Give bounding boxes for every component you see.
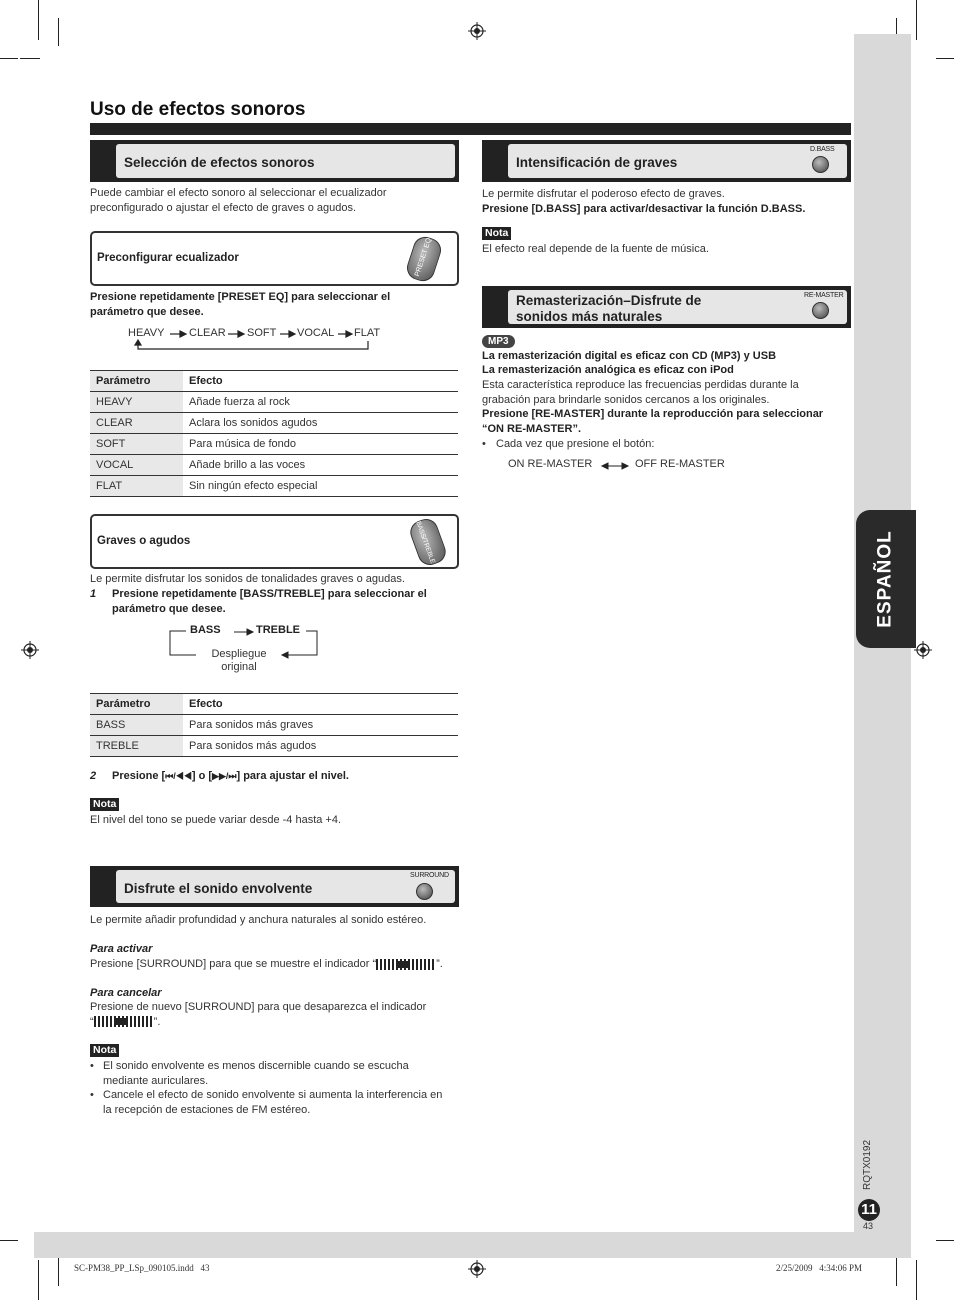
language-tab xyxy=(856,510,916,648)
remaster-button-icon xyxy=(812,302,829,319)
cycle-item: HEAVY xyxy=(128,327,165,339)
bullet-marker: • xyxy=(90,1089,94,1101)
section-header-seleccion xyxy=(90,140,459,182)
cycle-arrows-icon xyxy=(166,623,326,678)
crop-mark xyxy=(916,0,917,40)
step-number: 2 xyxy=(90,770,97,782)
crop-mark xyxy=(0,58,18,59)
bottom-margin-band xyxy=(34,1232,911,1258)
registration-mark-icon xyxy=(21,641,39,659)
page-title: Uso de efectos sonoros xyxy=(90,99,306,120)
instruction: Presione [RE-MASTER] durante la reproducción para seleccionar “ON RE-MASTER”. xyxy=(482,408,824,435)
skip-back-icon: ⏮/◀◀ xyxy=(165,771,192,781)
subheading: Para cancelar xyxy=(90,987,162,999)
registration-mark-icon xyxy=(468,22,486,40)
remaster-toggle-diagram xyxy=(508,458,738,474)
subsection-title: Preconfigurar ecualizador xyxy=(97,252,239,264)
table-row: FLAT Sin ningún efecto especial xyxy=(90,476,458,497)
preset-cycle-diagram xyxy=(128,327,398,353)
table-row: HEAVY Añade fuerza al rock xyxy=(90,392,458,413)
preset-eq-button-icon: PRESET EQ xyxy=(404,234,444,284)
paragraph: Cada vez que presione el botón: xyxy=(496,438,655,450)
note-text: El sonido envolvente es menos discernible cuando se escucha mediante auriculares. xyxy=(103,1060,409,1087)
subsection-box-preset-eq xyxy=(90,231,459,286)
section-title: Intensificación de graves xyxy=(516,155,678,170)
instruction: Presione repetidamente [PRESET EQ] para seleccionar el parámetro que desee. xyxy=(90,291,391,318)
page-number-badge: 11 xyxy=(858,1199,880,1221)
paragraph: Puede cambiar el efecto sonoro al seleccionar el ecualizador preconfigurado o ajustar el efecto de graves o agudos. xyxy=(90,187,387,214)
subsection-box-bass-treble xyxy=(90,514,459,569)
cycle-item: TREBLE xyxy=(256,624,300,636)
note-label: Nota xyxy=(90,1044,119,1057)
paragraph: Presione de nuevo [SURROUND] para que desaparezca el indicador “ ”. xyxy=(90,1001,427,1028)
cycle-item: VOCAL xyxy=(297,327,335,339)
language-label: ESPAÑOL xyxy=(875,530,896,628)
cycle-item: SOFT xyxy=(247,327,277,339)
table-row: SOFT Para música de fondo xyxy=(90,434,458,455)
toggle-arrows-icon xyxy=(600,460,630,472)
crop-mark xyxy=(58,18,59,46)
subsection-title: Graves o agudos xyxy=(97,535,191,547)
bass-cycle-diagram xyxy=(166,623,326,678)
crop-mark xyxy=(936,1240,954,1241)
bass-treble-button-icon: BASS/TREBLE xyxy=(407,516,449,569)
registration-mark-icon xyxy=(914,641,932,659)
paragraph: Presione [SURROUND] para que se muestre el indicador “ ”. xyxy=(90,958,443,970)
table-row: CLEAR Aclara los sonidos agudos xyxy=(90,413,458,434)
toggle-option: OFF RE-MASTER xyxy=(635,458,725,470)
crop-mark xyxy=(936,58,954,59)
button-caption: SURROUND xyxy=(410,872,449,879)
crop-mark xyxy=(38,0,39,40)
cycle-item: BASS xyxy=(190,624,221,636)
instruction: Presione [D.BASS] para activar/desactivar la función D.BASS. xyxy=(482,203,806,215)
footer-file-name: SC-PM38_PP_LSp_090105.indd 43 xyxy=(74,1263,210,1273)
footer-timestamp: 2/25/2009 4:34:06 PM xyxy=(776,1263,863,1273)
skip-forward-icon: ▶▶/⏭ xyxy=(212,771,237,781)
crop-mark xyxy=(20,58,40,59)
table-row: VOCAL Añade brillo a las voces xyxy=(90,455,458,476)
cycle-item: Despliegue original xyxy=(211,648,267,673)
page-number-small: 43 xyxy=(863,1221,874,1231)
preset-eq-table xyxy=(90,370,458,497)
paragraph: La remasterización digital es eficaz con CD (MP3) y USB xyxy=(482,350,777,362)
bullet-marker: • xyxy=(482,438,486,450)
registration-mark-icon xyxy=(468,1260,486,1278)
paragraph: Esta característica reproduce las frecuencias perdidas durante la grabación para brindarle sonidos cercanos a los originales. xyxy=(482,379,799,406)
table-row: TREBLE Para sonidos más agudos xyxy=(90,736,458,757)
note-text: El efecto real depende de la fuente de música. xyxy=(482,243,709,255)
section-header-remaster xyxy=(482,286,851,328)
crop-mark xyxy=(58,1258,59,1286)
paragraph: La remasterización analógica es eficaz con iPod xyxy=(482,364,734,376)
mp3-badge: MP3 xyxy=(482,335,515,348)
crop-mark xyxy=(896,1258,897,1286)
subheading: Para activar xyxy=(90,943,153,955)
table-row: BASS Para sonidos más graves xyxy=(90,715,458,736)
cycle-arrows-icon xyxy=(128,327,398,353)
surround-indicator-icon xyxy=(376,959,436,970)
section-title: Remasterización–Disfrute de sonidos más naturales xyxy=(516,293,702,324)
step-number: 1 xyxy=(90,588,97,600)
note-text: Cancele el efecto de sonido envolvente si aumenta la interferencia en la recepción de estaciones de FM estéreo. xyxy=(103,1089,443,1116)
cycle-item: CLEAR xyxy=(189,327,226,339)
dbass-button-icon xyxy=(812,156,829,173)
button-caption: RE-MASTER xyxy=(804,292,844,299)
toggle-option: ON RE-MASTER xyxy=(508,458,593,470)
section-header-dbass xyxy=(482,140,851,182)
paragraph: Le permite añadir profundidad y anchura naturales al sonido estéreo. xyxy=(90,914,427,926)
instruction: Presione [⏮/◀◀] o [▶▶/⏭] para ajustar el nivel. xyxy=(112,770,349,782)
crop-mark xyxy=(38,1260,39,1300)
paragraph: Le permite disfrutar los sonidos de tonalidades graves o agudas. xyxy=(90,573,405,585)
crop-mark xyxy=(0,1240,18,1241)
cycle-item: FLAT xyxy=(354,327,381,339)
note-text: El nivel del tono se puede variar desde -4 hasta +4. xyxy=(90,814,342,826)
section-title: Disfrute el sonido envolvente xyxy=(124,881,313,896)
bass-treble-table xyxy=(90,693,458,757)
surround-indicator-icon xyxy=(94,1016,154,1027)
note-label: Nota xyxy=(90,798,119,811)
surround-button-icon xyxy=(416,883,433,900)
section-title: Selección de efectos sonoros xyxy=(124,155,315,170)
paragraph: Le permite disfrutar el poderoso efecto de graves. xyxy=(482,188,725,200)
section-header-surround xyxy=(90,866,459,907)
bullet-marker: • xyxy=(90,1060,94,1072)
note-label: Nota xyxy=(482,227,511,240)
instruction: Presione repetidamente [BASS/TREBLE] para seleccionar el parámetro que desee. xyxy=(112,588,427,615)
title-rule xyxy=(90,123,851,135)
table-header-row: Parámetro Efecto xyxy=(90,371,458,392)
button-caption: D.BASS xyxy=(810,146,835,153)
crop-mark xyxy=(916,1260,917,1300)
table-header-row: Parámetro Efecto xyxy=(90,694,458,715)
